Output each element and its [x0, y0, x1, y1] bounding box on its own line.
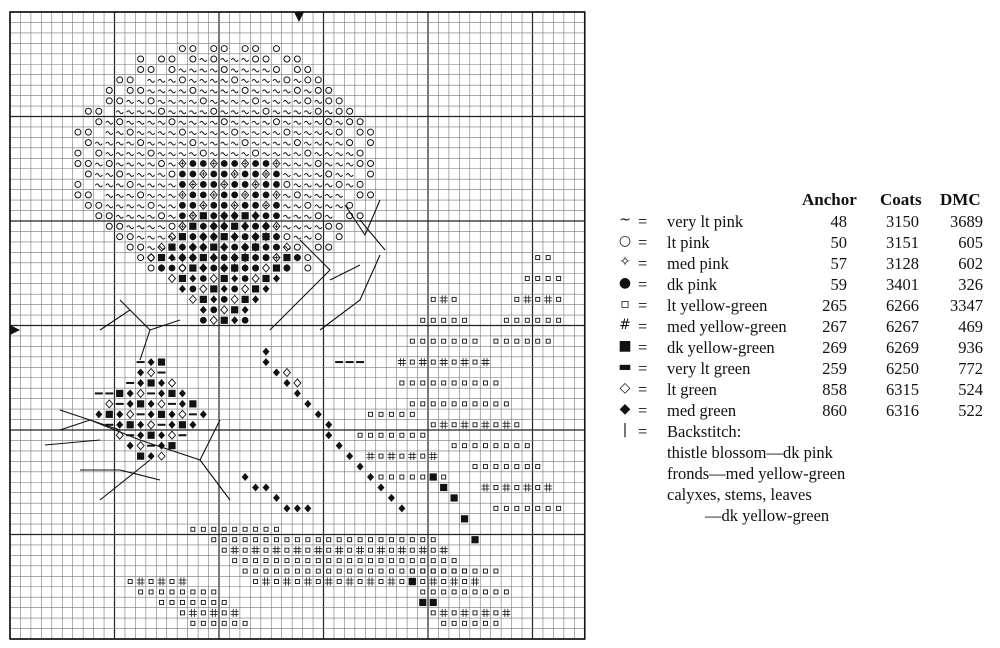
- equals-sign: =: [638, 275, 648, 294]
- cross-diamond-icon: ✧: [619, 254, 631, 270]
- dmc-number: 3689: [950, 212, 983, 231]
- anchor-number: 59: [830, 275, 847, 294]
- coats-number: 6250: [886, 359, 919, 378]
- coats-number: 3151: [886, 233, 919, 252]
- backstitch-note: calyxes, stems, leaves: [667, 485, 812, 504]
- coats-number: 6316: [886, 401, 919, 420]
- open-diamond-icon: ◇: [619, 380, 631, 396]
- dmc-number: 602: [958, 254, 983, 273]
- backstitch-note: —dk yellow-green: [705, 506, 830, 525]
- small-square-icon: ▫: [620, 296, 630, 312]
- header-dmc: DMC: [940, 190, 981, 209]
- hash-icon: #: [619, 317, 631, 333]
- anchor-number: 860: [822, 401, 847, 420]
- coats-number: 6315: [886, 380, 919, 399]
- color-name: med green: [667, 401, 737, 420]
- color-key-row: [612, 338, 997, 358]
- color-key-row: [612, 359, 997, 379]
- equals-sign: =: [638, 233, 648, 252]
- coats-number: 3128: [886, 254, 919, 273]
- coats-number: 3150: [886, 212, 919, 231]
- anchor-number: 57: [830, 254, 847, 273]
- anchor-number: 265: [822, 296, 847, 315]
- equals-sign: =: [638, 422, 648, 441]
- color-name: lt yellow-green: [667, 296, 768, 315]
- color-name: dk pink: [667, 275, 717, 294]
- color-name: very lt green: [667, 359, 751, 378]
- equals-sign: =: [638, 317, 648, 336]
- dmc-number: 469: [958, 317, 983, 336]
- backstitch-line-icon: |: [622, 422, 628, 438]
- open-circle-icon: ○: [618, 233, 632, 249]
- color-key-row: [612, 380, 997, 400]
- backstitch-row: [612, 422, 997, 442]
- color-key-row: [612, 401, 997, 421]
- color-name: lt pink: [667, 233, 710, 252]
- coats-number: 6266: [886, 296, 919, 315]
- header-anchor: Anchor: [802, 190, 857, 209]
- color-key-row: [612, 317, 997, 337]
- tilde-icon: ~: [619, 212, 631, 228]
- color-name: very lt pink: [667, 212, 744, 231]
- color-key-row: [612, 212, 997, 232]
- coats-number: 6269: [886, 338, 919, 357]
- color-name: lt green: [667, 380, 717, 399]
- dmc-number: 3347: [950, 296, 983, 315]
- backstitch-note: fronds—med yellow-green: [667, 464, 846, 483]
- dmc-number: 936: [958, 338, 983, 357]
- chart-grid: [10, 12, 585, 639]
- anchor-number: 858: [822, 380, 847, 399]
- color-key-row: [612, 296, 997, 316]
- backstitch-label: Backstitch:: [667, 422, 742, 441]
- equals-sign: =: [638, 296, 648, 315]
- dmc-number: 605: [958, 233, 983, 252]
- equals-sign: =: [638, 212, 648, 231]
- color-name: dk yellow-green: [667, 338, 775, 357]
- color-key-row: [612, 275, 997, 295]
- chart-center-marks: [10, 12, 304, 335]
- dmc-number: 772: [958, 359, 983, 378]
- color-name: med yellow-green: [667, 317, 787, 336]
- coats-number: 6267: [886, 317, 919, 336]
- anchor-number: 259: [822, 359, 847, 378]
- color-key-row: [612, 254, 997, 274]
- header-coats: Coats: [880, 190, 922, 209]
- anchor-number: 50: [830, 233, 847, 252]
- equals-sign: =: [638, 254, 648, 273]
- dash-icon: ▬: [618, 359, 632, 375]
- equals-sign: =: [638, 338, 648, 357]
- equals-sign: =: [638, 380, 648, 399]
- backstitch-note: thistle blossom—dk pink: [667, 443, 833, 462]
- filled-diamond-icon: ◆: [619, 401, 631, 417]
- color-key-row: [612, 233, 997, 253]
- equals-sign: =: [638, 401, 648, 420]
- filled-circle-icon: ●: [618, 275, 632, 291]
- color-name: med pink: [667, 254, 729, 273]
- coats-number: 3401: [886, 275, 919, 294]
- anchor-number: 267: [822, 317, 847, 336]
- equals-sign: =: [638, 359, 648, 378]
- dmc-number: 524: [958, 380, 983, 399]
- anchor-number: 48: [830, 212, 847, 231]
- dmc-number: 326: [958, 275, 983, 294]
- anchor-number: 269: [822, 338, 847, 357]
- dmc-number: 522: [958, 401, 983, 420]
- filled-square-icon: ■: [618, 338, 632, 354]
